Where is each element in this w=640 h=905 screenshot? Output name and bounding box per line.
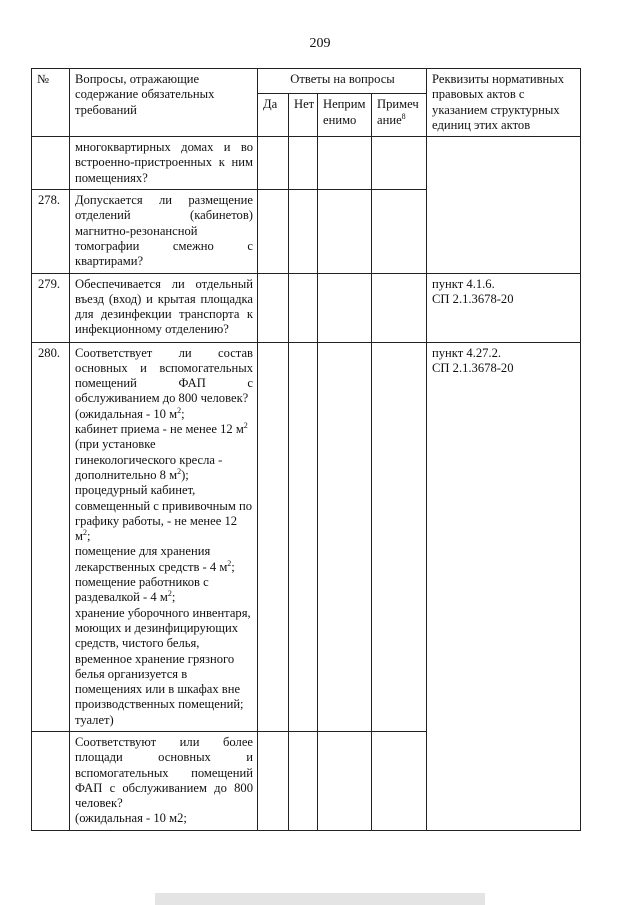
- requisites-clause: пункт 4.1.6.: [432, 276, 495, 291]
- header-answer-note: [372, 94, 427, 137]
- page-number: 209: [309, 36, 331, 51]
- question-line: (ожидальная - 10 м2;: [75, 811, 187, 826]
- row-question: Обеспечивается ли отдельный въезд (вход) и крытая площадка для дезинфекции транспорта к инфекционному отделению?: [70, 273, 258, 342]
- requisites-clause: пункт 4.27.2.: [432, 345, 502, 360]
- row-number: 278.: [32, 190, 70, 273]
- answer-na-cell[interactable]: [318, 190, 372, 273]
- answer-yes-cell[interactable]: [258, 137, 289, 190]
- question-line: помещение работников с раздевалкой - 4 $м^2$;: [75, 575, 209, 605]
- row-requisites: [427, 273, 581, 342]
- header-number: №: [32, 69, 70, 137]
- row-question: многоквартирных домах и во встроенно-пристроенных к ним помещениях?: [70, 137, 258, 190]
- row-number: 280.: [32, 342, 70, 731]
- header-answer-no: Нет: [289, 94, 318, 137]
- answer-no-cell[interactable]: [289, 273, 318, 342]
- row-number: 279.: [32, 273, 70, 342]
- question-text: Соответствует ли состав основных и вспомогательных помещений ФАП с обслуживанием до 800 человек?: [75, 345, 253, 406]
- answer-no-cell[interactable]: [289, 190, 318, 273]
- row-requisites: [427, 342, 581, 830]
- question-line: хранение уборочного инвентаря, моющих и дезинфицирующих средств, чистого белья, временное хранение грязного белья организуется в помещениях или в шкафах вне производственных помещений; туалет): [75, 605, 251, 727]
- answer-note-cell[interactable]: [372, 731, 427, 830]
- row-number: [32, 137, 70, 190]
- row-question: [70, 731, 258, 830]
- question-line: (при установке гинекологического кресла - дополнительно 8 $м^2$);: [75, 437, 223, 482]
- answer-yes-cell[interactable]: [258, 342, 289, 731]
- row-number: [32, 731, 70, 830]
- table-row: [32, 342, 581, 731]
- header-answer-yes: Да: [258, 94, 289, 137]
- question-line: (ожидальная - 10 $м^2$;: [75, 405, 185, 421]
- note-footnote: 8: [401, 111, 406, 121]
- row-question: [70, 342, 258, 731]
- answer-na-cell[interactable]: [318, 731, 372, 830]
- answer-na-cell[interactable]: [318, 137, 372, 190]
- answer-no-cell[interactable]: [289, 342, 318, 731]
- requirements-table: [31, 68, 581, 831]
- answer-yes-cell[interactable]: [258, 190, 289, 273]
- answer-na-cell[interactable]: [318, 273, 372, 342]
- answer-yes-cell[interactable]: [258, 273, 289, 342]
- question-line: помещение для хранения лекарственных средств - 4 $м^2$;: [75, 544, 235, 574]
- question-line: процедурный кабинет, совмещенный с прививочным по графику работы, - не менее 12 $м^2$;: [75, 483, 253, 544]
- note-label: Примечание: [377, 97, 419, 127]
- requisites-document: СП 2.1.3678-20: [432, 360, 514, 375]
- scan-edge-mark: [155, 893, 485, 905]
- question-text: Соответствуют или более площади основных и вспомогательных помещений ФАП с обслуживанием до 800 человек?: [75, 734, 253, 811]
- table-row: [32, 273, 581, 342]
- answer-note-cell[interactable]: [372, 342, 427, 731]
- table-row: [32, 137, 581, 190]
- header-answer-na: Неприменимо: [318, 94, 372, 137]
- header-requisites: Реквизиты нормативных правовых актов с указанием структурных единиц этих актов: [427, 69, 581, 137]
- row-requisites: [427, 137, 581, 273]
- header-questions: Вопросы, отражающие содержание обязательных требований: [70, 69, 258, 137]
- answer-note-cell[interactable]: [372, 190, 427, 273]
- answer-na-cell[interactable]: [318, 342, 372, 731]
- requisites-document: СП 2.1.3678-20: [432, 291, 514, 306]
- row-question: Допускается ли размещение отделений (кабинетов) магнитно-резонансной томографии смежно с квартирами?: [70, 190, 258, 273]
- answer-note-cell[interactable]: [372, 273, 427, 342]
- answer-no-cell[interactable]: [289, 137, 318, 190]
- question-line: кабинет приема - не менее 12 $м^2$: [75, 420, 248, 437]
- header-answers-group: Ответы на вопросы: [258, 69, 427, 94]
- answer-no-cell[interactable]: [289, 731, 318, 830]
- answer-yes-cell[interactable]: [258, 731, 289, 830]
- answer-note-cell[interactable]: [372, 137, 427, 190]
- table-header-row: [32, 69, 581, 94]
